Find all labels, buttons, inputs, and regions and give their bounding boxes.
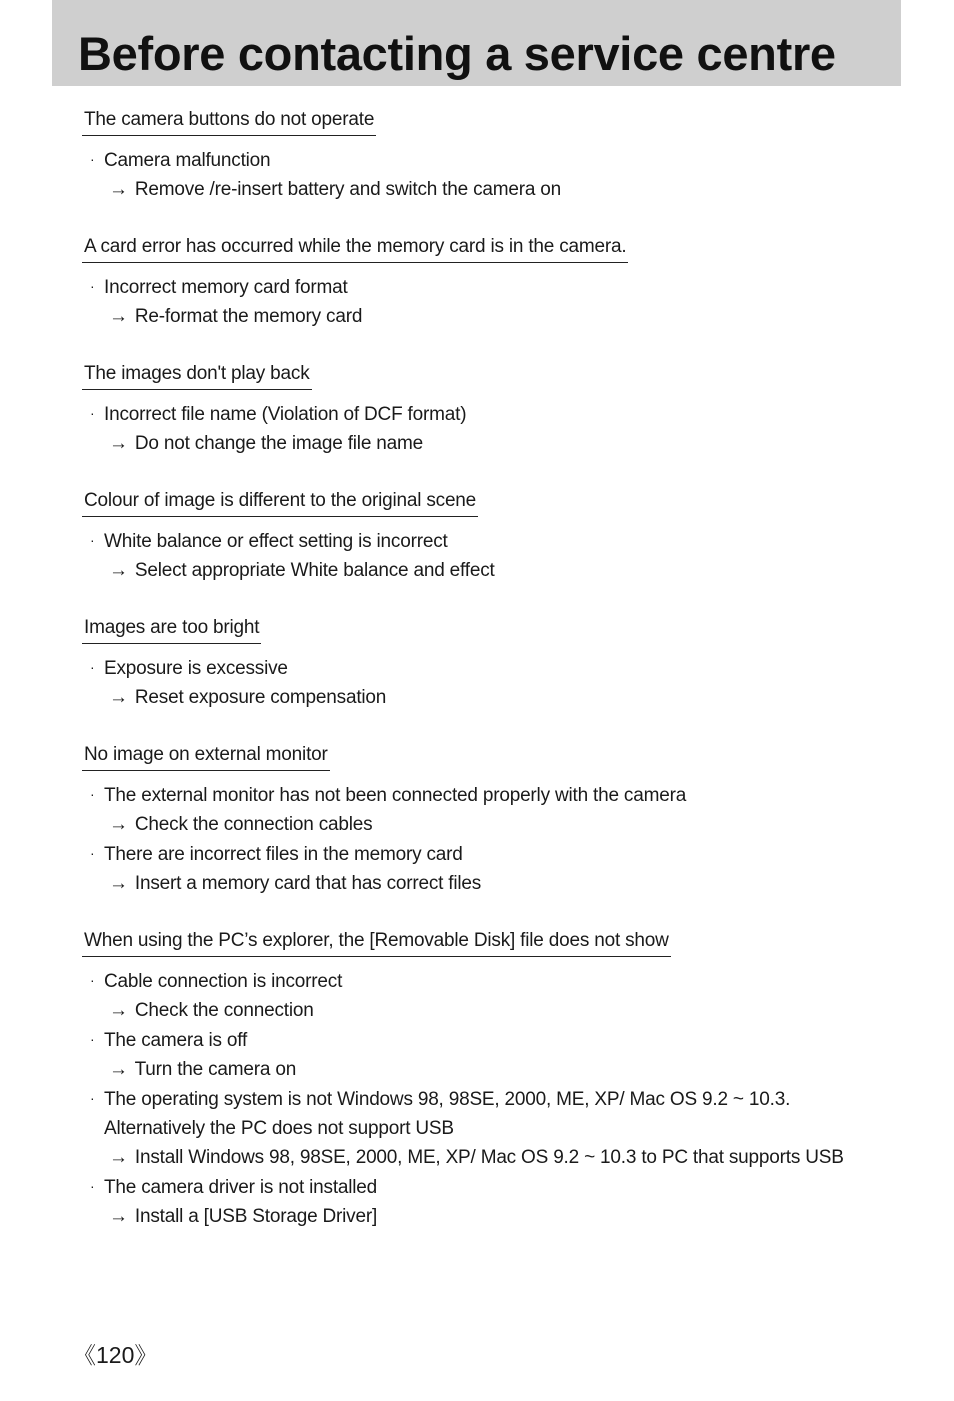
arrow-right-icon: → [109,814,128,835]
problem-item [82,1172,882,1231]
bullet-icon: · [90,1090,95,1106]
arrow-right-icon: → [109,306,128,327]
cause-line [82,1025,882,1055]
cause-line [82,526,882,556]
section-heading: When using the PC’s explorer, the [Removable Disk] file does not show [82,929,671,957]
section-heading: No image on external monitor [82,743,330,771]
problem-item [82,1025,882,1084]
remedy-text: Do not change the image file name [134,433,423,454]
cause-text: Incorrect memory card format [104,277,348,298]
remedy-text: Install Windows 98, 98SE, 2000, ME, XP/ Mac OS 9.2 ~ 10.3 to PC that supports USB [134,1147,844,1168]
problem-item [82,526,882,585]
section [82,616,882,712]
remedy-line [82,683,882,712]
remedy-line [82,302,882,331]
cause-text: The camera driver is not installed [104,1177,378,1198]
arrow-right-icon: → [109,1147,128,1168]
cause-line [82,839,882,869]
bullet-icon: · [90,659,95,675]
remedy-text: Reset exposure compensation [134,687,387,708]
problem-item [82,653,882,712]
problem-item [82,1084,882,1172]
bullet-icon: · [90,1031,95,1047]
arrow-right-icon: → [109,433,128,454]
remedy-text: Check the connection [134,1000,314,1021]
section [82,362,882,458]
remedy-line [82,556,882,585]
bullet-icon: · [90,405,95,421]
arrow-right-icon: → [109,1000,128,1021]
arrow-right-icon: → [109,560,128,581]
section [82,743,882,898]
bullet-icon: · [90,151,95,167]
problem-item [82,839,882,898]
section-heading: The camera buttons do not operate [82,108,376,136]
title-band [52,0,901,86]
problem-item [82,780,882,839]
section-heading: A card error has occurred while the memory card is in the camera. [82,235,628,263]
remedy-line [82,869,882,898]
troubleshooting-list [82,108,882,1262]
remedy-line [82,1055,882,1084]
remedy-text: Re-format the memory card [134,306,363,327]
remedy-text: Install a [USB Storage Driver] [134,1206,378,1227]
cause-line [82,272,882,302]
page-number: 《120》 [73,1342,158,1368]
problem-item [82,399,882,458]
section-heading: The images don't play back [82,362,312,390]
cause-text: The operating system is not Windows 98, 98SE, 2000, ME, XP/ Mac OS 9.2 ~ 10.3. [104,1089,791,1110]
remedy-line [82,175,882,204]
cause-text: The external monitor has not been connected properly with the camera [104,785,687,806]
cause-line [82,145,882,175]
cause-text: Cable connection is incorrect [104,971,343,992]
cause-text: Camera malfunction [104,150,271,171]
remedy-line [82,810,882,839]
cause-line [82,653,882,683]
remedy-text: Select appropriate White balance and effect [134,560,495,581]
bullet-icon: · [90,972,95,988]
arrow-right-icon: → [109,1059,128,1080]
section [82,929,882,1231]
remedy-line [82,1143,882,1172]
page-title: Before contacting a service centre [78,27,836,80]
arrow-right-icon: → [109,873,128,894]
section [82,108,882,204]
cause-line [82,1084,882,1114]
cause-text: There are incorrect files in the memory card [104,844,463,865]
arrow-right-icon: → [109,687,128,708]
remedy-text: Check the connection cables [134,814,373,835]
arrow-right-icon: → [109,1206,128,1227]
section-heading: Colour of image is different to the original scene [82,489,478,517]
remedy-line [82,1202,882,1231]
remedy-line [82,996,882,1025]
bullet-icon: · [90,278,95,294]
cause-continuation: Alternatively the PC does not support USB [104,1118,454,1139]
cause-line [82,966,882,996]
cause-text: White balance or effect setting is incorrect [104,531,448,552]
cause-text: The camera is off [104,1030,248,1051]
remedy-text: Remove /re-insert battery and switch the camera on [134,179,562,200]
section [82,489,882,585]
arrow-right-icon: → [109,179,128,200]
problem-item [82,966,882,1025]
remedy-line [82,429,882,458]
remedy-text: Insert a memory card that has correct files [134,873,482,894]
cause-text: Exposure is excessive [104,658,288,679]
problem-item [82,145,882,204]
bullet-icon: · [90,786,95,802]
cause-line [82,1172,882,1202]
section-heading: Images are too bright [82,616,261,644]
section [82,235,882,331]
cause-text: Incorrect file name (Violation of DCF format) [104,404,467,425]
bullet-icon: · [90,1178,95,1194]
cause-line [82,780,882,810]
remedy-text: Turn the camera on [134,1059,297,1080]
cause-line [82,399,882,429]
bullet-icon: · [90,532,95,548]
bullet-icon: · [90,845,95,861]
problem-item [82,272,882,331]
